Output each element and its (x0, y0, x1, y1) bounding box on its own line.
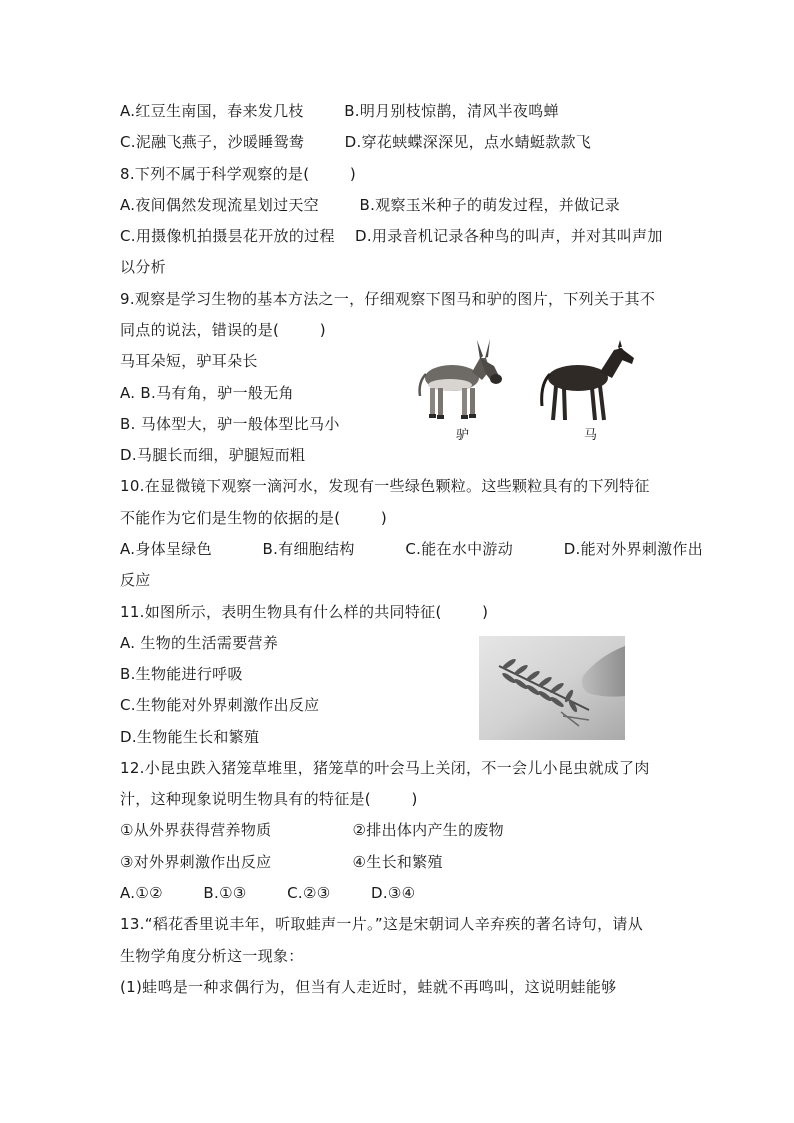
q9-option-d: D.马腿长而细，驴腿短而粗 (120, 446, 306, 464)
q10-stem: 10.在显微镜下观察一滴河水，发现有一些绿色颗粒。这些颗粒具有的下列特征 (120, 477, 650, 495)
donkey-caption: 驴 (456, 428, 470, 443)
q11-option-d: D.生物能生长和繁殖 (120, 728, 260, 746)
horse-image (538, 336, 638, 426)
q9-option-a: A. B.马有角，驴一般无角 (120, 384, 294, 402)
q7-options-ab: A.红豆生南国，春来发几枝 B.明月别枝惊鹊，清风半夜鸣蝉 (120, 102, 559, 120)
q9-option-line-0: 马耳朵短，驴耳朵长 (120, 352, 258, 370)
q9-stem: 9.观察是学习生物的基本方法之一，仔细观察下图马和驴的图片，下列关于其不 (120, 290, 656, 308)
q11-option-a: A. 生物的生活需要营养 (120, 634, 279, 652)
q10-options: A.身体呈绿色 B.有细胞结构 C.能在水中游动 D.能对外界刺激作出 (120, 540, 704, 558)
q7-options-cd: C.泥融飞燕子，沙暖睡鸳鸯 D.穿花蛱蝶深深见，点水蜻蜓款款飞 (120, 133, 592, 151)
q10-stem-cont: 不能作为它们是生物的依据的是( ) (120, 509, 388, 527)
q12-statements-3-4: ③对外界刺激作出反应 ④生长和繁殖 (120, 853, 443, 871)
q12-options: A.①② B.①③ C.②③ D.③④ (120, 884, 416, 902)
q13-part-1: (1)蛙鸣是一种求偶行为，但当有人走近时，蛙就不再鸣叫，这说明蛙能够 (120, 978, 617, 996)
q8-options-ab: A.夜间偶然发现流星划过天空 B.观察玉米种子的萌发过程，并做记录 (120, 196, 620, 214)
q8-options-cd-cont: 以分析 (120, 258, 166, 276)
q12-stem-cont: 汁，这种现象说明生物具有的特征是( ) (120, 790, 418, 808)
q10-options-cont: 反应 (120, 571, 151, 589)
q11-stem: 11.如图所示，表明生物具有什么样的共同特征( ) (120, 603, 489, 621)
horse-caption: 马 (584, 428, 598, 443)
q9-stem-cont: 同点的说法，错误的是( ) (120, 321, 326, 339)
q11-option-c: C.生物能对外界刺激作出反应 (120, 696, 320, 714)
q8-stem: 8.下列不属于科学观察的是( ) (120, 165, 357, 183)
q8-options-cd: C.用摄像机拍摄昙花开放的过程 D.用录音机记录各种鸟的叫声，并对其叫声加 (120, 227, 663, 245)
q9-option-b: B. 马体型大，驴一般体型比马小 (120, 415, 340, 433)
q12-stem: 12.小昆虫跌入猪笼草堆里，猪笼草的叶会马上关闭，不一会儿小昆虫就成了肉 (120, 759, 650, 777)
q11-option-b: B.生物能进行呼吸 (120, 665, 243, 683)
donkey-image (414, 338, 506, 424)
q12-statements-1-2: ①从外界获得营养物质 ②排出体内产生的废物 (120, 821, 504, 839)
q13-stem-cont: 生物学角度分析这一现象： (120, 947, 304, 965)
mimosa-touch-image (479, 636, 625, 740)
q13-stem: 13.“稻花香里说丰年，听取蛙声一片。”这是宋朝词人辛弃疾的著名诗句，请从 (120, 915, 643, 933)
